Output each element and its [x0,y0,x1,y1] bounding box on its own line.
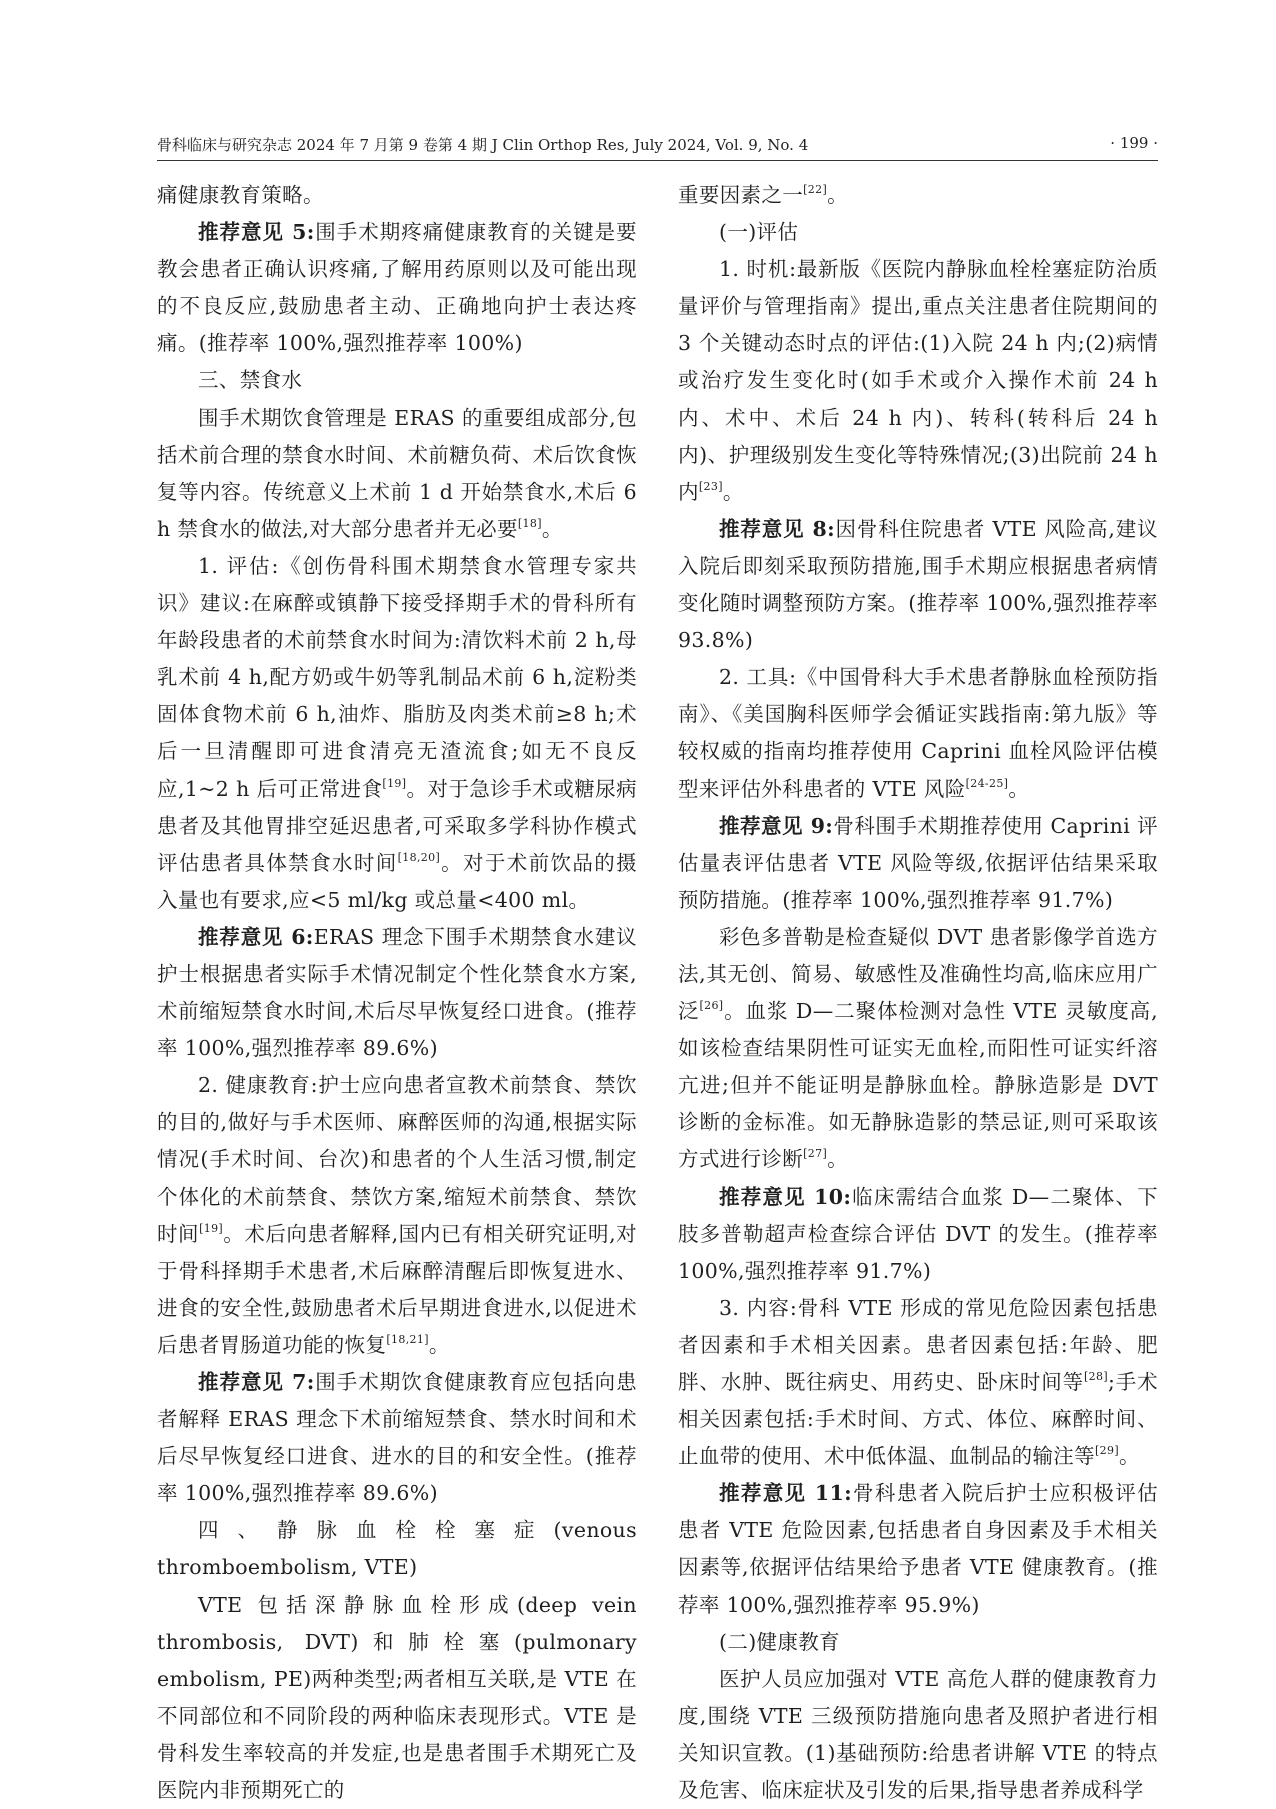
paragraph-text: 围手术期疼痛健康教育的关键是要教会患者正确认识疼痛,了解用药原则以及可能出现的不良反应,鼓励患者主动、正确地向护士表达疼痛。(推荐率 100%,强烈推荐率 100%) [157,220,637,356]
journal-citation: 骨科临床与研究杂志 2024 年 7 月第 9 卷第 4 期 J Clin Orthop Res, July 2024, Vol. 9, No. 4 [157,136,809,154]
paragraph-text: 。 [1118,1444,1140,1469]
paragraph-text: 围手术期饮食管理是 ERAS 的重要组成部分,包括术前合理的禁食水时间、术前糖负荷、术后饮食恢复等内容。传统意义上术前 1 d 开始禁食水,术后 6 h 禁食水的做法,对大部分患者并无必要 [157,405,637,541]
paragraph-text: (一)评估 [719,220,799,245]
recommendation [678,1179,1158,1290]
paragraph-text: 3. 内容:骨科 VTE 形成的常见危险因素包括患者因素和手术相关因素。患者因素包括:年龄、肥胖、水肿、既往病史、用药史、卧床时间等 [678,1295,1158,1394]
section-heading [157,362,637,399]
paragraph-text: 痛健康教育策略。 [157,183,324,207]
paragraph-text: 2. 工具:《中国骨科大手术患者静脉血栓预防指南》、《美国胸科医师学会循证实践指南:第九版》等较权威的指南均推荐使用 Caprini 血栓风险评估模型来评估外科患者的 VTE 风险 [678,665,1158,801]
paragraph [678,659,1158,807]
page-number: · 199 · [1110,134,1158,152]
citation-ref: [18,20] [397,850,441,864]
paragraph-continued [678,177,1158,214]
recommendation-label: 推荐意见 7: [198,1370,315,1394]
right-column [678,177,1158,1809]
citation-ref: [18] [517,516,542,530]
paragraph-text: 。对于急诊手术或糖尿病患者及其他胃排空延迟患者,可采取多学科协作模式评估患者具体禁食水时间 [157,776,637,875]
paragraph-text: 骨科围手术期推荐使用 Caprini 评估量表评估患者 VTE 风险等级,依据评估结果采取预防措施。(推荐率 100%,强烈推荐率 91.7%) [678,813,1158,912]
paragraph [678,1661,1158,1809]
paragraph [157,548,637,919]
recommendation [157,214,637,362]
citation-ref: [19] [199,1221,224,1235]
paragraph-continued [157,177,637,214]
recommendation [157,919,637,1067]
paragraph-text: 1. 时机:最新版《医院内静脉血栓栓塞症防治质量评价与管理指南》提出,重点关注患者住院期间的 3 个关键动态时点的评估:(1)入院 24 h 内;(2)病情或治疗发生变化时(如手术或介入操作术前 24 h 内、术中、术后 24 h 内)、转科(转科后 24 h 内)、护理级别发生变化等特殊情况;(3)出院前 24 h 内 [678,257,1158,504]
paragraph-text: VTE 包括深静脉血栓形成(deep vein thrombosis, DVT)和肺栓塞(pulmonary embolism, PE)两种类型;两者相互关联,是 VTE 在不同部位和不同阶段的两种临床表现形式。VTE 是骨科发生率较高的并发症,也是患者围手术期死亡及医院内非预期死亡的 [157,1592,637,1803]
citation-ref: [28] [1084,1370,1108,1383]
paragraph-text: 。 [541,516,563,541]
citation-ref: [29] [1095,1444,1119,1458]
citation-ref: [18,21] [386,1332,429,1346]
paragraph-text: ERAS 理念下围手术期禁食水建议护士根据患者实际手术情况制定个性化禁食水方案,术前缩短禁食水时间,术后尽早恢复经口进食。(推荐率 100%,强烈推荐率 89.6%) [157,924,637,1061]
paragraph-text: 1. 评估:《创伤骨科围术期禁食水管理专家共识》建议:在麻醉或镇静下接受择期手术的骨科所有年龄段患者的术前禁食水时间为:清饮料术前 2 h,母乳术前 4 h,配方奶或牛奶等乳制品术前 6 h,淀粉类固体食物术前 6 h,油炸、脂肪及肉类术前≥8 h;术后一旦清醒即可进食清亮无渣流食;如无不良反应,1~2 h 后可正常进食 [157,553,637,801]
citation-ref: [22] [803,183,828,196]
paragraph-text: 。 [827,1147,848,1172]
paragraph-text: 。血浆 D—二聚体检测对急性 VTE 灵敏度高,如该检查结果阴性可证实无血栓,而阳性可证实纤溶亢进;但并不能证明是静脉血栓。静脉造影是 DVT 诊断的金标准。如无静脉造影的禁忌证,则可采取该方式进行诊断 [678,999,1158,1172]
paragraph-text: 。对于术前饮品的摄入量也有要求,应<5 ml/kg 或总量<400 ml。 [157,850,637,912]
paragraph [157,1067,637,1364]
paragraph-text: 四、静脉血栓栓塞症(venous thromboembolism, VTE) [157,1518,637,1580]
paragraph-text: 临床需结合血浆 D—二聚体、下肢多普勒超声检查综合评估 DVT 的发生。(推荐率 100%,强烈推荐率 91.7%) [678,1184,1158,1283]
paragraph [678,919,1158,1179]
citation-ref: [19] [382,776,407,790]
section-heading [678,214,1158,251]
paragraph [678,251,1158,511]
paragraph-text: 。 [722,479,744,504]
paragraph-text: 2. 健康教育:护士应向患者宣教术前禁食、禁饮的目的,做好与手术医师、麻醉医师的沟通,根据实际情况(手术时间、台次)和患者的个人生活习惯,制定个体化的术前禁食、禁饮方案,缩短术前禁食、禁饮时间 [157,1073,637,1246]
paragraph-text: (二)健康教育 [719,1629,840,1654]
paragraph-text: 围手术期饮食健康教育应包括向患者解释 ERAS 理念下术前缩短禁食、禁水时间和术后尽早恢复经口进食、进水的目的和安全性。(推荐率 100%,强烈推荐率 89.6%) [157,1370,637,1506]
paragraph-text: 三、禁食水 [198,368,303,393]
recommendation-label: 推荐意见 6: [198,924,314,949]
recommendation [678,1475,1158,1623]
section-heading [678,1624,1158,1661]
recommendation-label: 推荐意见 5: [198,220,315,245]
recommendation [678,511,1158,659]
paragraph-text: 。 [428,1332,450,1357]
paragraph [678,1290,1158,1475]
recommendation-label: 推荐意见 11: [719,1481,853,1506]
citation-ref: [24-25] [965,776,1009,790]
left-column [157,177,637,1809]
citation-ref: [26] [699,999,724,1013]
paragraph [157,400,637,548]
citation-ref: [27] [803,1147,828,1161]
paragraph-text: ;手术相关因素包括:手术时间、方式、体位、麻醉时间、止血带的使用、术中低体温、血制品的输注等 [678,1370,1158,1469]
paragraph-text: 。术后向患者解释,国内已有相关研究证明,对于骨科择期手术患者,术后麻醉清醒后即恢复进水、进食的安全性,鼓励患者术后早期进食进水,以促进术后患者胃肠道功能的恢复 [157,1221,637,1357]
paragraph-text: 。 [1008,776,1030,801]
recommendation-label: 推荐意见 9: [719,813,834,838]
citation-ref: [23] [698,479,723,493]
paragraph-text: 彩色多普勒是检查疑似 DVT 患者影像学首选方法,其无创、简易、敏感性及准确性均高,临床应用广泛 [678,924,1158,1024]
paragraph-text: 因骨科住院患者 VTE 风险高,建议入院后即刻采取预防措施,围手术期应根据患者病情变化随时调整预防方案。(推荐率 100%,强烈推荐率 93.8%) [678,516,1159,653]
paragraph-text: 医护人员应加强对 VTE 高危人群的健康教育力度,围绕 VTE 三级预防措施向患者及照护者进行相关知识宣教。(1)基础预防:给患者讲解 VTE 的特点及危害、临床症状及引发的后果,指导患者养成科学 [678,1666,1158,1803]
recommendation-label: 推荐意见 10: [719,1184,852,1209]
paragraph-text: 重要因素之一 [678,183,804,207]
header-rule [157,160,1158,161]
paragraph-text: 骨科患者入院后护士应积极评估患者 VTE 危险因素,包括患者自身因素及手术相关因素等,依据评估结果给予患者 VTE 健康教育。(推荐率 100%,强烈推荐率 95.9%) [678,1481,1158,1617]
paragraph [157,1587,637,1809]
recommendation-label: 推荐意见 8: [719,516,835,541]
recommendation [678,808,1158,919]
running-header [157,134,1158,160]
recommendation [157,1364,637,1512]
paragraph-text: 。 [827,183,848,207]
section-heading [157,1512,637,1586]
